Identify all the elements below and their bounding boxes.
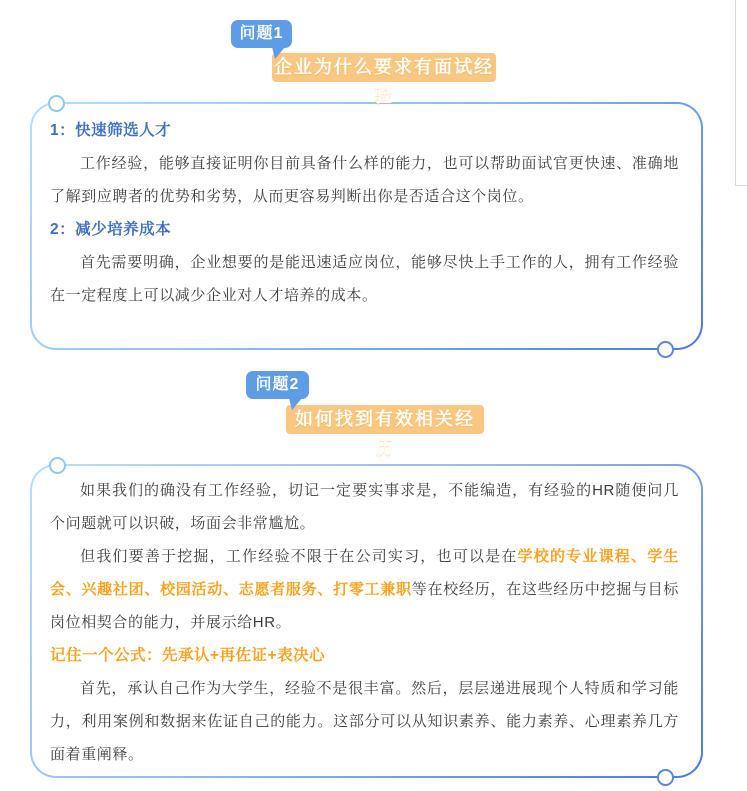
point2-paragraph: 首先需要明确，企业想要的是能迅速适应岗位，能够尽快上手工作的人，拥有工作经验在一定程度上可以减少企业对人才培养的成本。 — [50, 254, 679, 304]
question1-content-box — [30, 102, 703, 350]
border-node-circle-icon — [657, 769, 674, 786]
question1-title-banner: 企业为什么要求有面试经验 — [272, 53, 496, 82]
border-node-circle-icon — [657, 341, 674, 358]
window-edge-line-horizontal — [735, 185, 747, 186]
window-edge-line-vertical — [735, 0, 736, 186]
border-node-circle-icon — [48, 95, 65, 112]
question2-badge: 问题2 — [246, 371, 309, 399]
question1-badge-tail-icon — [272, 47, 285, 59]
paragraph-text: 等在校经历，在这些经历中挖掘与目标岗位相契合的能力，并展示给HR。 — [50, 581, 679, 631]
point2-heading: 2：减少培养成本 — [50, 221, 172, 238]
question2-content — [32, 466, 701, 776]
question1-content — [32, 104, 701, 348]
question2-content-box — [30, 464, 703, 778]
question1-badge: 问题1 — [231, 20, 292, 48]
honesty-paragraph: 如果我们的确没有工作经验，切记一定要实事求是，不能编造，有经验的HR随便问几个问题就可以识破，场面会非常尴尬。 — [50, 482, 679, 532]
highlighted-campus-experience-text: 学校的专业课程、学生会、兴趣社团、校园活动、志愿者服务、打零工兼职 — [50, 548, 679, 598]
formula-heading: 记住一个公式：先承认+再佐证+表决心 — [50, 647, 326, 664]
question2-badge-tail-icon — [289, 398, 302, 410]
paragraph-text: 但我们要善于挖掘，工作经验不限于在公司实习，也可以是在 — [80, 548, 518, 565]
question2-title-banner: 如何找到有效相关经历 — [286, 405, 484, 434]
point1-heading: 1：快速筛选人才 — [50, 122, 172, 139]
point1-paragraph: 工作经验，能够直接证明你目前具备什么样的能力，也可以帮助面试官更快速、准确地了解到应聘者的优势和劣势，从而更容易判断出你是否适合这个岗位。 — [50, 155, 679, 205]
border-node-circle-icon — [49, 457, 66, 474]
formula-explanation-paragraph: 首先，承认自己作为大学生，经验不是很丰富。然后，层层递进展现个人特质和学习能力，利用案例和数据来佐证自己的能力。这部分可以从知识素养、能力素养、心理素养几方面着重阐释。 — [50, 680, 679, 763]
dig-experience-paragraph — [50, 540, 679, 639]
